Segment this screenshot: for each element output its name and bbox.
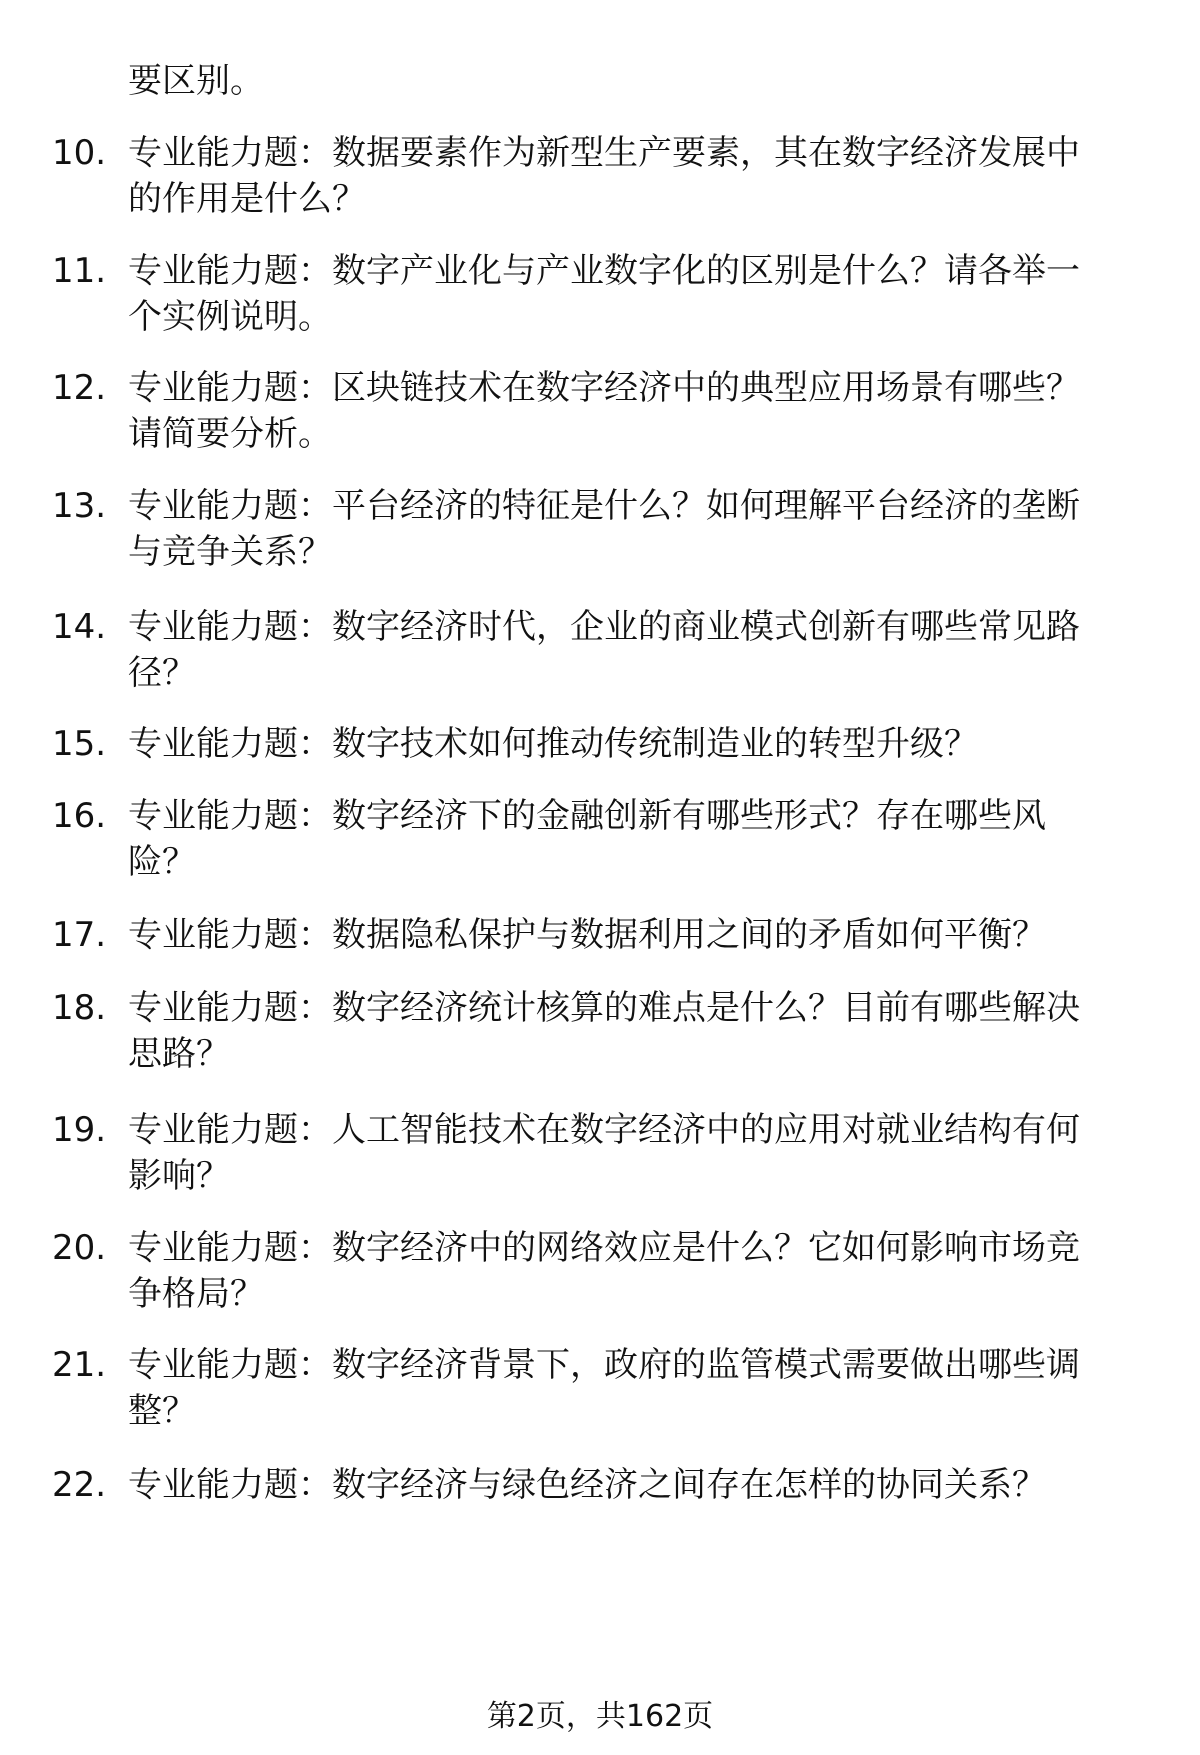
- question-text-line1: 专业能力题：数字经济时代，企业的商业模式创新有哪些常见路: [128, 607, 1080, 647]
- question-text-line1: 专业能力题：平台经济的特征是什么？如何理解平台经济的垄断: [128, 486, 1080, 526]
- question-text-line2: 思路？: [128, 1034, 230, 1074]
- question-text-line1: 专业能力题：数字产业化与产业数字化的区别是什么？请各举一: [128, 251, 1080, 291]
- question-text-line1: 专业能力题：数字经济背景下，政府的监管模式需要做出哪些调: [128, 1345, 1080, 1385]
- question-text-line2: 影响？: [128, 1156, 230, 1196]
- question-text-line1: 专业能力题：数字经济中的网络效应是什么？它如何影响市场竞: [128, 1228, 1080, 1268]
- question-number: 18.: [52, 988, 107, 1028]
- question-text-line1: 专业能力题：区块链技术在数字经济中的典型应用场景有哪些？: [128, 368, 1080, 408]
- question-text-line2: 险？: [128, 842, 196, 882]
- question-text-line1: 专业能力题：数字技术如何推动传统制造业的转型升级？: [128, 724, 978, 764]
- question-text-line1: 专业能力题：数据要素作为新型生产要素，其在数字经济发展中: [128, 133, 1080, 173]
- question-text-line2: 请简要分析。: [128, 414, 332, 454]
- question-number: 17.: [52, 915, 107, 955]
- question-text-line1: 专业能力题：数字经济统计核算的难点是什么？目前有哪些解决: [128, 988, 1080, 1028]
- page-footer: 第2页，共162页: [486, 1699, 714, 1734]
- question-text-line1: 专业能力题：数字经济与绿色经济之间存在怎样的协同关系？: [128, 1465, 1046, 1505]
- question-number: 12.: [52, 368, 107, 408]
- question-text-line2: 的作用是什么？: [128, 179, 366, 219]
- question-number: 14.: [52, 607, 107, 647]
- question-number: 13.: [52, 486, 107, 526]
- question-number: 22.: [52, 1465, 107, 1505]
- question-text-line2: 整？: [128, 1391, 196, 1431]
- question-number: 15.: [52, 724, 107, 764]
- question-number: 21.: [52, 1345, 107, 1385]
- question-number: 20.: [52, 1228, 107, 1268]
- question-text-line2: 争格局？: [128, 1274, 264, 1314]
- question-number: 19.: [52, 1110, 107, 1150]
- question-text-line2: 个实例说明。: [128, 297, 332, 337]
- question-text-line1: 专业能力题：人工智能技术在数字经济中的应用对就业结构有何: [128, 1110, 1080, 1150]
- question-text-line1: 专业能力题：数字经济下的金融创新有哪些形式？存在哪些风: [128, 796, 1046, 836]
- question-text-line2: 与竞争关系？: [128, 532, 332, 572]
- question-number: 16.: [52, 796, 107, 836]
- continuation-text: 要区别。: [128, 61, 264, 101]
- question-text-line1: 专业能力题：数据隐私保护与数据利用之间的矛盾如何平衡？: [128, 915, 1046, 955]
- question-number: 11.: [52, 251, 107, 291]
- question-number: 10.: [52, 133, 107, 173]
- question-text-line2: 径？: [128, 653, 196, 693]
